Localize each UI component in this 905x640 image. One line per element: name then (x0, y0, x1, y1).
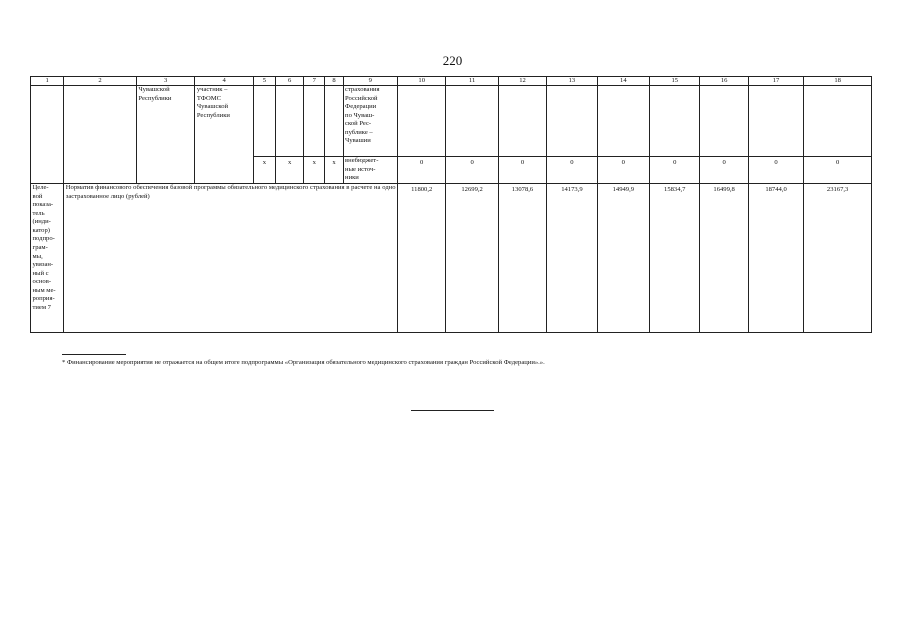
text-line: участник – (196, 86, 228, 93)
value-cell: 0 (398, 157, 446, 184)
footnote: * Финансирование мероприятия не отражается на общем итоге подпрограммы «Организация обязательного медицинского страхования граждан Российской Федерации».». (62, 359, 545, 366)
value-cell: 12699,2 (446, 184, 498, 333)
footnote-divider (62, 354, 126, 355)
text-line: показа- (32, 201, 54, 209)
empty-cell (748, 86, 803, 157)
text-line: тием 7 (32, 303, 51, 311)
text-line: Республики (196, 111, 230, 119)
value-cell: 0 (498, 157, 546, 184)
end-divider (411, 410, 494, 411)
value-cell: 0 (597, 157, 649, 184)
text-line: Чувашии (345, 137, 371, 145)
x-mark-cell: x (325, 157, 343, 184)
column-number: 6 (276, 77, 304, 86)
empty-cell (700, 86, 748, 157)
value-cell: 0 (804, 157, 872, 184)
empty-cell (498, 86, 546, 157)
column-number: 3 (136, 77, 194, 86)
column-number: 10 (398, 77, 446, 86)
text-line: ники (345, 174, 359, 182)
participant-cell (195, 86, 253, 184)
column-number: 4 (195, 77, 253, 86)
value-cell: 16499,8 (700, 184, 748, 333)
column-number: 8 (325, 77, 343, 86)
empty-cell (547, 86, 597, 157)
text-line: страхования (345, 86, 380, 93)
value-cell: 23167,3 (804, 184, 872, 333)
value-cell: 0 (547, 157, 597, 184)
column-number: 13 (547, 77, 597, 86)
text-line: увязан- (32, 261, 54, 269)
value-cell: 14949,9 (597, 184, 649, 333)
table-row (31, 86, 872, 157)
value-cell: 14173,9 (547, 184, 597, 333)
value-cell: 0 (748, 157, 803, 184)
text-line: Федерации (345, 103, 377, 111)
text-line: ской Рес- (345, 120, 372, 128)
column-number: 17 (748, 77, 803, 86)
column-number: 7 (304, 77, 325, 86)
table-row (31, 184, 872, 333)
column-number: 18 (804, 77, 872, 86)
empty-cell (325, 86, 343, 157)
empty-cell (804, 86, 872, 157)
text-line: Чувашской (196, 103, 229, 111)
column-number: 16 (700, 77, 748, 86)
empty-cell (446, 86, 498, 157)
funding-source-cell (343, 86, 397, 157)
column-number: 5 (253, 77, 275, 86)
text-line: ным ме- (32, 286, 56, 294)
text-line: подпро- (32, 235, 55, 243)
x-mark-cell: x (276, 157, 304, 184)
column-number: 12 (498, 77, 546, 86)
column-number: 14 (597, 77, 649, 86)
text-line: ные источ- (345, 165, 376, 173)
column-number: 11 (446, 77, 498, 86)
text-line: вой (32, 192, 43, 200)
text-line: по Чуваш- (345, 111, 375, 119)
page-number: 220 (442, 53, 463, 68)
column-number-row (31, 77, 872, 86)
funding-source-cell (343, 157, 397, 184)
value-cell: 0 (446, 157, 498, 184)
column-number: 15 (650, 77, 700, 86)
column-number: 2 (64, 77, 137, 86)
empty-cell (650, 86, 700, 157)
value-cell: 13078,6 (498, 184, 546, 333)
value-cell: 0 (650, 157, 700, 184)
text-line: мы, (32, 252, 43, 260)
x-mark-cell: x (253, 157, 275, 184)
text-line: основ- (32, 278, 52, 286)
indicator-description-cell: Норматив финансового обеспечения базовой программы обязательного медицинского страхования в расчете на одно застрахованное лицо (рублей) (64, 184, 398, 333)
empty-cell (253, 86, 275, 157)
empty-cell (31, 86, 64, 184)
empty-cell (64, 86, 137, 184)
responsible-executor-cell: Чувашской Республики (136, 86, 194, 184)
value-cell: 15834,7 (650, 184, 700, 333)
column-number: 9 (343, 77, 397, 86)
text-line: роприя- (32, 295, 55, 303)
text-line: внебюджет- (345, 157, 379, 164)
value-cell: 11800,2 (398, 184, 446, 333)
program-table (30, 76, 872, 333)
text-line: публике – (345, 128, 373, 136)
value-cell: 18744,0 (748, 184, 803, 333)
text-line: грам- (32, 243, 48, 251)
value-cell: 0 (700, 157, 748, 184)
empty-cell (304, 86, 325, 157)
empty-cell (398, 86, 446, 157)
empty-cell (597, 86, 649, 157)
text-line: ный с (32, 269, 49, 277)
text-line: Российской (345, 94, 378, 102)
indicator-label-cell (31, 184, 64, 333)
text-line: тель (32, 209, 45, 217)
x-mark-cell: x (304, 157, 325, 184)
column-number: 1 (31, 77, 64, 86)
empty-cell (276, 86, 304, 157)
text-line: ТФОМС (196, 94, 222, 102)
text-line: (инди- (32, 218, 51, 226)
text-line: катор) (32, 226, 50, 234)
text-line: Целе- (32, 184, 49, 191)
